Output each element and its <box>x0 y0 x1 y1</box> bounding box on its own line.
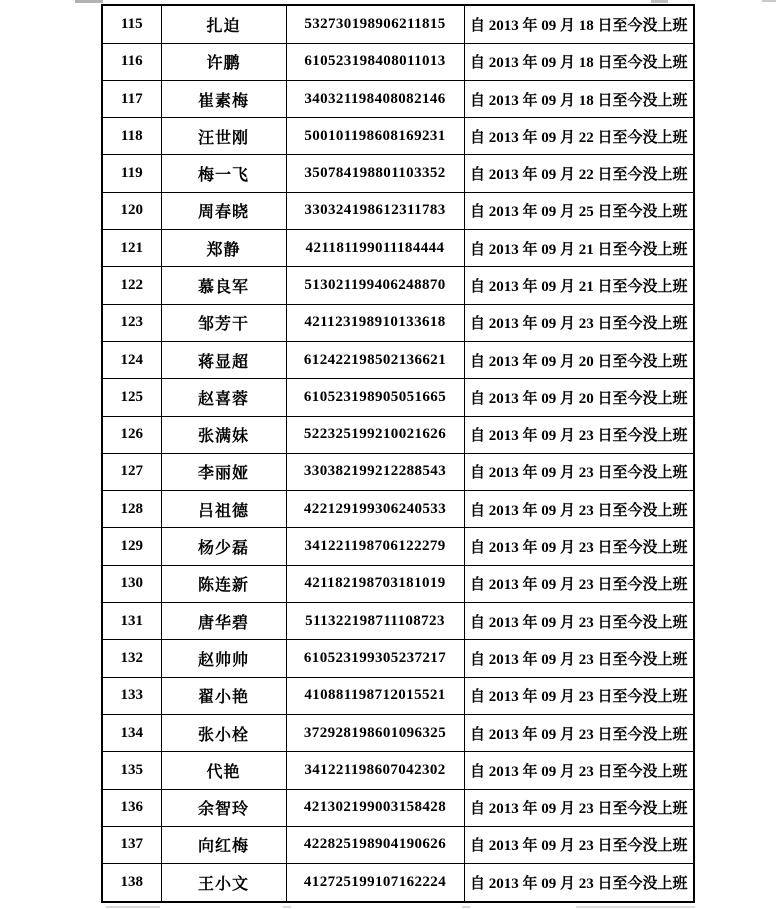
table-row <box>102 603 694 640</box>
cell-absence-status: 自 2013 年 09 月 23 日至今没上班 <box>464 826 694 863</box>
cell-row-number: 130 <box>102 565 161 602</box>
cell-absence-status: 自 2013 年 09 月 21 日至今没上班 <box>464 267 694 304</box>
cell-person-name: 代艳 <box>161 752 286 789</box>
cell-person-name: 张满妹 <box>161 416 286 453</box>
cell-row-number: 127 <box>102 453 161 490</box>
crop-artifact-bottom-1 <box>106 906 160 908</box>
table-row <box>102 864 694 902</box>
cell-id-number: 372928198601096325 <box>286 714 464 751</box>
cell-row-number: 116 <box>102 43 161 80</box>
cell-person-name: 许鹏 <box>161 43 286 80</box>
cell-person-name: 赵帅帅 <box>161 640 286 677</box>
table-row <box>102 752 694 789</box>
cell-row-number: 117 <box>102 80 161 117</box>
cell-absence-status: 自 2013 年 09 月 23 日至今没上班 <box>464 714 694 751</box>
cell-id-number: 511322198711108723 <box>286 603 464 640</box>
cell-id-number: 421302199003158428 <box>286 789 464 826</box>
cell-person-name: 周春晓 <box>161 192 286 229</box>
cell-id-number: 422825198904190626 <box>286 826 464 863</box>
cell-absence-status: 自 2013 年 09 月 23 日至今没上班 <box>464 491 694 528</box>
cell-row-number: 138 <box>102 864 161 902</box>
cell-absence-status: 自 2013 年 09 月 20 日至今没上班 <box>464 379 694 416</box>
table-row <box>102 416 694 453</box>
cell-absence-status: 自 2013 年 09 月 23 日至今没上班 <box>464 789 694 826</box>
cell-row-number: 135 <box>102 752 161 789</box>
cell-id-number: 340321198408082146 <box>286 80 464 117</box>
cell-row-number: 121 <box>102 230 161 267</box>
cell-row-number: 128 <box>102 491 161 528</box>
cell-absence-status: 自 2013 年 09 月 21 日至今没上班 <box>464 230 694 267</box>
cell-row-number: 137 <box>102 826 161 863</box>
cell-row-number: 129 <box>102 528 161 565</box>
table-row <box>102 341 694 378</box>
cell-id-number: 522325199210021626 <box>286 416 464 453</box>
table-row <box>102 230 694 267</box>
cell-absence-status: 自 2013 年 09 月 18 日至今没上班 <box>464 80 694 117</box>
table-row <box>102 640 694 677</box>
cell-absence-status: 自 2013 年 09 月 18 日至今没上班 <box>464 43 694 80</box>
table-row <box>102 43 694 80</box>
cell-person-name: 陈连新 <box>161 565 286 602</box>
crop-artifact-bottom-3 <box>462 906 470 908</box>
cell-id-number: 410881198712015521 <box>286 677 464 714</box>
table-row <box>102 80 694 117</box>
cell-absence-status: 自 2013 年 09 月 25 日至今没上班 <box>464 192 694 229</box>
cell-absence-status: 自 2013 年 09 月 23 日至今没上班 <box>464 677 694 714</box>
cell-absence-status: 自 2013 年 09 月 23 日至今没上班 <box>464 565 694 602</box>
crop-artifact-top-mid <box>651 0 668 3</box>
table-row <box>102 565 694 602</box>
cell-person-name: 扎迫 <box>161 5 286 43</box>
cell-absence-status: 自 2013 年 09 月 23 日至今没上班 <box>464 603 694 640</box>
cell-person-name: 邹芳干 <box>161 304 286 341</box>
crop-artifact-bottom-4 <box>576 906 695 908</box>
table-row <box>102 528 694 565</box>
cell-absence-status: 自 2013 年 09 月 20 日至今没上班 <box>464 341 694 378</box>
table-row <box>102 453 694 490</box>
cell-row-number: 119 <box>102 155 161 192</box>
cell-person-name: 向红梅 <box>161 826 286 863</box>
cell-row-number: 132 <box>102 640 161 677</box>
table-row <box>102 192 694 229</box>
cell-person-name: 蒋显超 <box>161 341 286 378</box>
cell-person-name: 慕良军 <box>161 267 286 304</box>
cell-id-number: 422129199306240533 <box>286 491 464 528</box>
cell-id-number: 341221198607042302 <box>286 752 464 789</box>
cell-absence-status: 自 2013 年 09 月 23 日至今没上班 <box>464 640 694 677</box>
table-row <box>102 826 694 863</box>
table-row <box>102 155 694 192</box>
cell-person-name: 赵喜蓉 <box>161 379 286 416</box>
table-row <box>102 118 694 155</box>
cell-person-name: 吕祖德 <box>161 491 286 528</box>
cell-person-name: 唐华碧 <box>161 603 286 640</box>
table-row <box>102 491 694 528</box>
cell-row-number: 124 <box>102 341 161 378</box>
cell-person-name: 汪世刚 <box>161 118 286 155</box>
attendance-table-body <box>102 5 694 902</box>
crop-artifact-top-left <box>75 0 103 3</box>
cell-id-number: 412725199107162224 <box>286 864 464 902</box>
cell-id-number: 500101198608169231 <box>286 118 464 155</box>
cell-row-number: 131 <box>102 603 161 640</box>
cell-id-number: 513021199406248870 <box>286 267 464 304</box>
table-row <box>102 677 694 714</box>
cell-row-number: 122 <box>102 267 161 304</box>
crop-artifact-bottom-2 <box>283 906 291 908</box>
cell-person-name: 杨少磊 <box>161 528 286 565</box>
cell-row-number: 125 <box>102 379 161 416</box>
cell-person-name: 余智玲 <box>161 789 286 826</box>
cell-id-number: 330382199212288543 <box>286 453 464 490</box>
cell-row-number: 118 <box>102 118 161 155</box>
cell-absence-status: 自 2013 年 09 月 18 日至今没上班 <box>464 5 694 43</box>
cell-absence-status: 自 2013 年 09 月 23 日至今没上班 <box>464 528 694 565</box>
cell-person-name: 梅一飞 <box>161 155 286 192</box>
table-row <box>102 379 694 416</box>
cell-row-number: 126 <box>102 416 161 453</box>
cell-id-number: 610523198408011013 <box>286 43 464 80</box>
cell-absence-status: 自 2013 年 09 月 22 日至今没上班 <box>464 155 694 192</box>
cell-row-number: 134 <box>102 714 161 751</box>
cell-person-name: 翟小艳 <box>161 677 286 714</box>
table-row <box>102 267 694 304</box>
cell-absence-status: 自 2013 年 09 月 23 日至今没上班 <box>464 864 694 902</box>
table-row <box>102 714 694 751</box>
table-row <box>102 5 694 43</box>
cell-row-number: 133 <box>102 677 161 714</box>
cell-absence-status: 自 2013 年 09 月 22 日至今没上班 <box>464 118 694 155</box>
cell-id-number: 610523199305237217 <box>286 640 464 677</box>
cell-row-number: 123 <box>102 304 161 341</box>
cell-row-number: 120 <box>102 192 161 229</box>
cell-id-number: 610523198905051665 <box>286 379 464 416</box>
table-row <box>102 304 694 341</box>
cell-id-number: 421182198703181019 <box>286 565 464 602</box>
cell-absence-status: 自 2013 年 09 月 23 日至今没上班 <box>464 304 694 341</box>
crop-artifact-top-right <box>762 0 776 2</box>
cell-person-name: 郑静 <box>161 230 286 267</box>
cell-person-name: 李丽娅 <box>161 453 286 490</box>
cell-id-number: 350784198801103352 <box>286 155 464 192</box>
table-row <box>102 789 694 826</box>
cell-absence-status: 自 2013 年 09 月 23 日至今没上班 <box>464 416 694 453</box>
cell-absence-status: 自 2013 年 09 月 23 日至今没上班 <box>464 752 694 789</box>
cell-person-name: 张小栓 <box>161 714 286 751</box>
cell-person-name: 王小文 <box>161 864 286 902</box>
cell-person-name: 崔素梅 <box>161 80 286 117</box>
cell-id-number: 421181199011184444 <box>286 230 464 267</box>
cell-id-number: 612422198502136621 <box>286 341 464 378</box>
attendance-table <box>101 4 695 903</box>
cell-id-number: 532730198906211815 <box>286 5 464 43</box>
cell-id-number: 330324198612311783 <box>286 192 464 229</box>
cell-id-number: 421123198910133618 <box>286 304 464 341</box>
cell-id-number: 341221198706122279 <box>286 528 464 565</box>
cell-absence-status: 自 2013 年 09 月 23 日至今没上班 <box>464 453 694 490</box>
cell-row-number: 136 <box>102 789 161 826</box>
cell-row-number: 115 <box>102 5 161 43</box>
